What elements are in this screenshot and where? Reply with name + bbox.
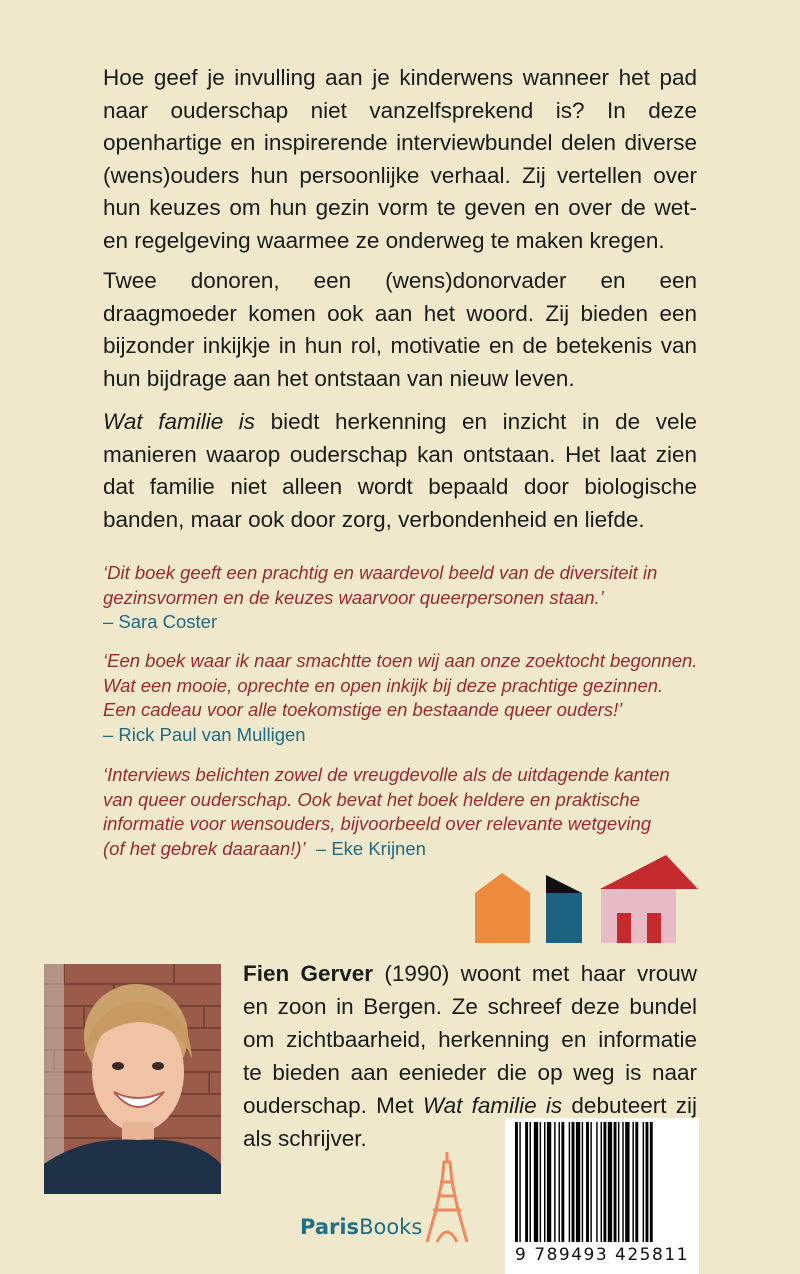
barcode [505, 1118, 699, 1274]
publisher-name-bold: Paris [300, 1215, 360, 1239]
barcode-bar [561, 1122, 564, 1242]
quote-line: gezinsvormen en de keuzes waarvoor queerpersonen staan.’ [103, 586, 604, 608]
barcode-bar [650, 1122, 653, 1242]
house-door-left [617, 913, 631, 943]
quote-line: ‘Interviews belichten zowel de vreugdevolle als de uitdagende kanten [103, 764, 670, 785]
barcode-bar [559, 1122, 560, 1242]
barcode-bar [530, 1122, 531, 1242]
barcode-bar [525, 1122, 528, 1242]
barcode-bar [625, 1122, 629, 1242]
quote-author: – Rick Paul van Mulligen [103, 723, 306, 745]
houses-illustration [470, 855, 700, 945]
barcode-bar [590, 1122, 591, 1242]
blurb-paragraph-1: Hoe geef je invulling aan je kinderwens wanneer het pad naar ouderschap niet vanzelfsprekend is? In deze openhartige en inspirerende interviewbundel delen diverse (wens)ouders hun persoonlijke verhaal. Zij vertellen over hun keuzes om hun gezin vorm te geven en over de wet- en regelgeving waarmee ze onderweg te maken kregen. [103, 65, 697, 253]
barcode-bar [572, 1122, 575, 1242]
barcode-bar [582, 1122, 583, 1242]
barcode-bar [646, 1122, 649, 1242]
author-name: Fien Gerver [243, 961, 374, 986]
barcode-bars [505, 1122, 699, 1246]
blurb-paragraph-3-text: biedt herkenning en inzicht in de vele manieren waarop ouderschap kan ontstaan. Het laat zien dat familie niet alleen wordt bepaald door biologische banden, maar ook door zorg, verbondenheid en liefde. [103, 409, 697, 532]
house-orange [475, 873, 530, 943]
isbn-number: 9 789493 425811 [515, 1245, 689, 1265]
quote-line: ‘Dit boek geeft een prachtig en waardevol beeld van de diversiteit in [103, 562, 658, 583]
quote-line: Een cadeau voor alle toekomstige en bestaande queer ouders!’ [103, 699, 623, 720]
review-quote-3 [103, 763, 743, 861]
bio-text-2: debuteert zij als schrijver. [243, 1093, 697, 1151]
barcode-bar [534, 1122, 538, 1242]
book-title-inline: Wat familie is [422, 1093, 563, 1118]
quote-line: informatie voor wensouders, bijvoorbeeld over relevante wetgeving [103, 813, 652, 834]
barcode-bar [632, 1122, 633, 1242]
barcode-bar [519, 1122, 520, 1242]
barcode-bar [540, 1122, 541, 1242]
bio-text-1: (1990) woont met haar vrouw en zoon in Bergen. Ze schreef deze bundel om zichtbaarheid, herkenning en informatie te bieden aan eenieder die op weg is naar ouderschap. Met [243, 961, 697, 1118]
barcode-bar [614, 1122, 617, 1242]
barcode-bar [547, 1122, 551, 1242]
blurb-paragraph-3 [103, 406, 697, 536]
barcode-bar [601, 1122, 602, 1242]
quote-line: (of het gebrek daaraan!)’ [103, 837, 306, 859]
quote-author: – Eke Krijnen [315, 837, 426, 859]
blurb-paragraph-2: Twee donoren, een (wens)donorvader en een draagmoeder komen ook aan het woord. Zij bieden een bijzonder inkijkje in hun rol, motivatie en de betekenis van hun bijdrage aan het ontstaan van nieuw leven. [103, 268, 697, 391]
barcode-bar [643, 1122, 644, 1242]
review-quote-2 [103, 649, 743, 747]
house-door-right [647, 913, 661, 943]
publisher-logo [300, 1215, 422, 1239]
house-teal [546, 893, 582, 943]
barcode-bar [603, 1122, 606, 1242]
quote-author: – Sara Coster [103, 611, 218, 632]
quote-line: Wat een mooie, oprechte en open inkijk bij deze prachtige gezinnen. [103, 674, 664, 696]
barcode-bar [596, 1122, 597, 1242]
house-red-roof [600, 855, 698, 889]
house-teal-roof [546, 875, 582, 893]
review-quote-1 [103, 561, 743, 635]
house-pink [601, 889, 676, 943]
barcode-bar [569, 1122, 570, 1242]
author-photo [44, 964, 221, 1194]
quote-line: van queer ouderschap. Ook bevat het boek heldere en praktische [103, 788, 640, 810]
barcode-bar [618, 1122, 619, 1242]
barcode-bar [515, 1122, 518, 1242]
barcode-bar [544, 1122, 545, 1242]
publisher-name-rest: Books [359, 1215, 423, 1239]
quote-line: ‘Een boek waar ik naar smachtte toen wij aan onze zoektocht begonnen. [103, 650, 698, 671]
book-title-inline: Wat familie is [103, 409, 256, 434]
barcode-bar [608, 1122, 612, 1242]
barcode-bar [576, 1122, 580, 1242]
barcode-bar [622, 1122, 623, 1242]
barcode-bar [554, 1122, 555, 1242]
barcode-bar [635, 1122, 638, 1242]
eiffel-tower-icon [424, 1152, 470, 1244]
barcode-bar [586, 1122, 589, 1242]
